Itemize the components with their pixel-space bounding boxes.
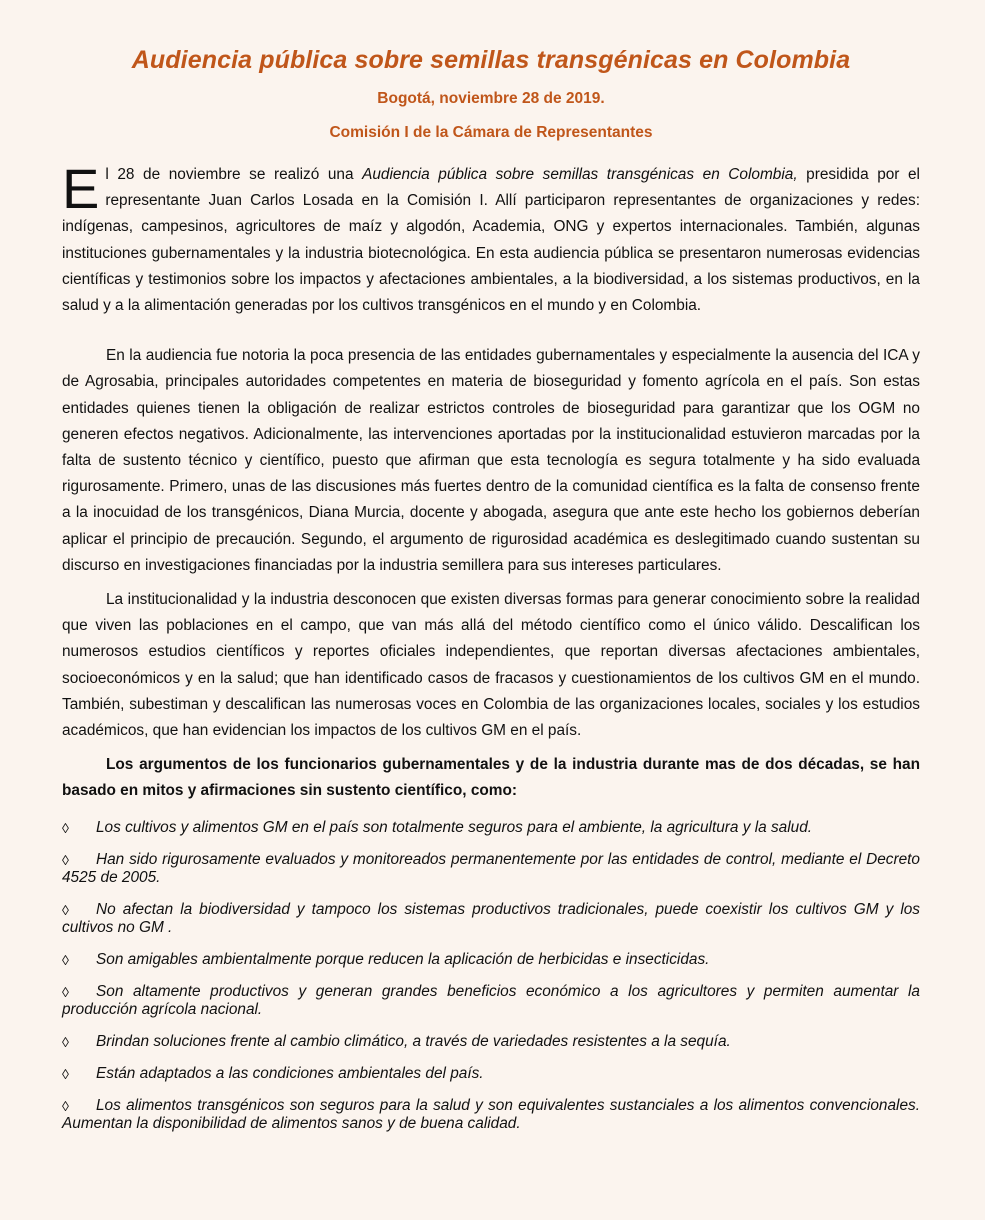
list-item-text: Son amigables ambientalmente porque reducen la aplicación de herbicidas e insecticidas. xyxy=(96,950,710,968)
document-commission: Comisión I de la Cámara de Representantes xyxy=(329,124,653,141)
paragraph-intro xyxy=(62,157,920,319)
list-item-text: No afectan la biodiversidad y tampoco los sistemas productivos tradicionales, puede coexistir los cultivos GM y los cultivos no GM . xyxy=(62,900,920,936)
list-item xyxy=(62,1033,920,1051)
paragraph-audiencia: En la audiencia fue notoria la poca presencia de las entidades gubernamentales y especialmente la ausencia del ICA y de Agrosabia, principales autoridades competentes en materia de bioseguridad y fomento agrícola en el país. Son estas entidades quienes tienen la obligación de realizar estrictos controles de bioseguridad para garantizar que los OGM no generen efectos negativos. Adicionalmente, las intervenciones aportadas por la institucionalidad estuvieron marcadas por la falta de sustento técnico y científico, puesto que afirman que esta tecnología es segura totalmente y ha sido evaluada rigurosamente. Primero, unas de las discusiones más fuertes dentro de la comunidad científica es la falta de consenso frente a la inocuidad de los transgénicos, Diana Murcia, docente y abogada, asegura que ante este hecho los gobiernos deberían aplicar el principio de precaución. Segundo, el argumento de rigurosidad académica es deslegitimado cuando sustentan su discurso en investigaciones financiadas por la industria semillera para sus intereses particulares. xyxy=(62,347,920,574)
list-item xyxy=(62,983,920,1019)
list-item xyxy=(62,901,920,937)
document-date: Bogotá, noviembre 28 de 2019. xyxy=(377,90,605,107)
diamond-bullet-icon: ◊ xyxy=(62,819,69,836)
diamond-bullet-icon: ◊ xyxy=(62,1065,69,1082)
list-item-text: Son altamente productivos y generan grandes beneficios económico a los agricultores y permiten aumentar la producción agrícola nacional. xyxy=(62,982,920,1018)
diamond-bullet-icon: ◊ xyxy=(62,851,69,868)
dropcap-letter: E xyxy=(62,157,100,220)
paragraph-argumentos: Los argumentos de los funcionarios gubernamentales y de la industria durante mas de dos décadas, se han basado en mitos y afirmaciones sin sustento científico, como: xyxy=(62,756,920,800)
list-item-text: Los alimentos transgénicos son seguros para la salud y son equivalentes sustanciales a los alimentos convencionales. Aumentan la disponibilidad de alimentos sanos y de buena calidad. xyxy=(62,1096,920,1132)
list-item xyxy=(62,851,920,887)
paragraph-intro-rest: presidida por el representante Juan Carlos Losada en la Comisión I. Allí participaron representantes de organizaciones y redes: indígenas, campesinos, agricultores de maíz y algodón, Academia, ONG y expertos internacionales. También, algunas instituciones gubernamentales y la industria biotecnológica. En esta audiencia pública se presentaron numerosas evidencias científicas y testimonios sobre los impactos y afectaciones ambientales, a la biodiversidad, a los sistemas productivos, en la salud y a la alimentación generadas por los cultivos transgénicos en el mundo y en Colombia. xyxy=(62,166,920,315)
list-item xyxy=(62,1065,920,1083)
myths-list xyxy=(62,819,920,1133)
document-title: Audiencia pública sobre semillas transgénicas en Colombia xyxy=(131,46,851,74)
list-item-text: Han sido rigurosamente evaluados y monitoreados permanentemente por las entidades de control, mediante el Decreto 4525 de 2005. xyxy=(62,850,920,886)
diamond-bullet-icon: ◊ xyxy=(62,901,69,918)
list-item-text: Brindan soluciones frente al cambio climático, a través de variedades resistentes a la sequía. xyxy=(96,1032,731,1050)
paragraph-institucionalidad: La institucionalidad y la industria desconocen que existen diversas formas para generar conocimiento sobre la realidad que viven las poblaciones en el campo, que van más allá del método científico como el único válido. Descalifican los numerosos estudios científicos y reportes oficiales independientes, que reportan diversas afectaciones ambientales, socioeconómicos y en la salud; que han identificado casos de fracasos y cuestionamientos de los cultivos GM en el mundo. También, subestiman y descalifican las numerosas voces en Colombia de las organizaciones locales, sociales y los estudios académicos, que han evidencian los impactos de los cultivos GM en el país. xyxy=(62,591,920,740)
paragraph-intro-start: l 28 de noviembre se realizó una xyxy=(105,166,363,183)
diamond-bullet-icon: ◊ xyxy=(62,1033,69,1050)
list-item xyxy=(62,951,920,969)
diamond-bullet-icon: ◊ xyxy=(62,1097,69,1114)
document-page xyxy=(62,40,920,1133)
list-item xyxy=(62,1097,920,1133)
list-item-text: Están adaptados a las condiciones ambientales del país. xyxy=(96,1064,484,1082)
list-item-text: Los cultivos y alimentos GM en el país son totalmente seguros para el ambiente, la agricultura y la salud. xyxy=(96,818,813,836)
diamond-bullet-icon: ◊ xyxy=(62,983,69,1000)
paragraph-intro-italic: Audiencia pública sobre semillas transgénicas en Colombia, xyxy=(362,166,798,183)
list-item xyxy=(62,819,920,837)
diamond-bullet-icon: ◊ xyxy=(62,951,69,968)
